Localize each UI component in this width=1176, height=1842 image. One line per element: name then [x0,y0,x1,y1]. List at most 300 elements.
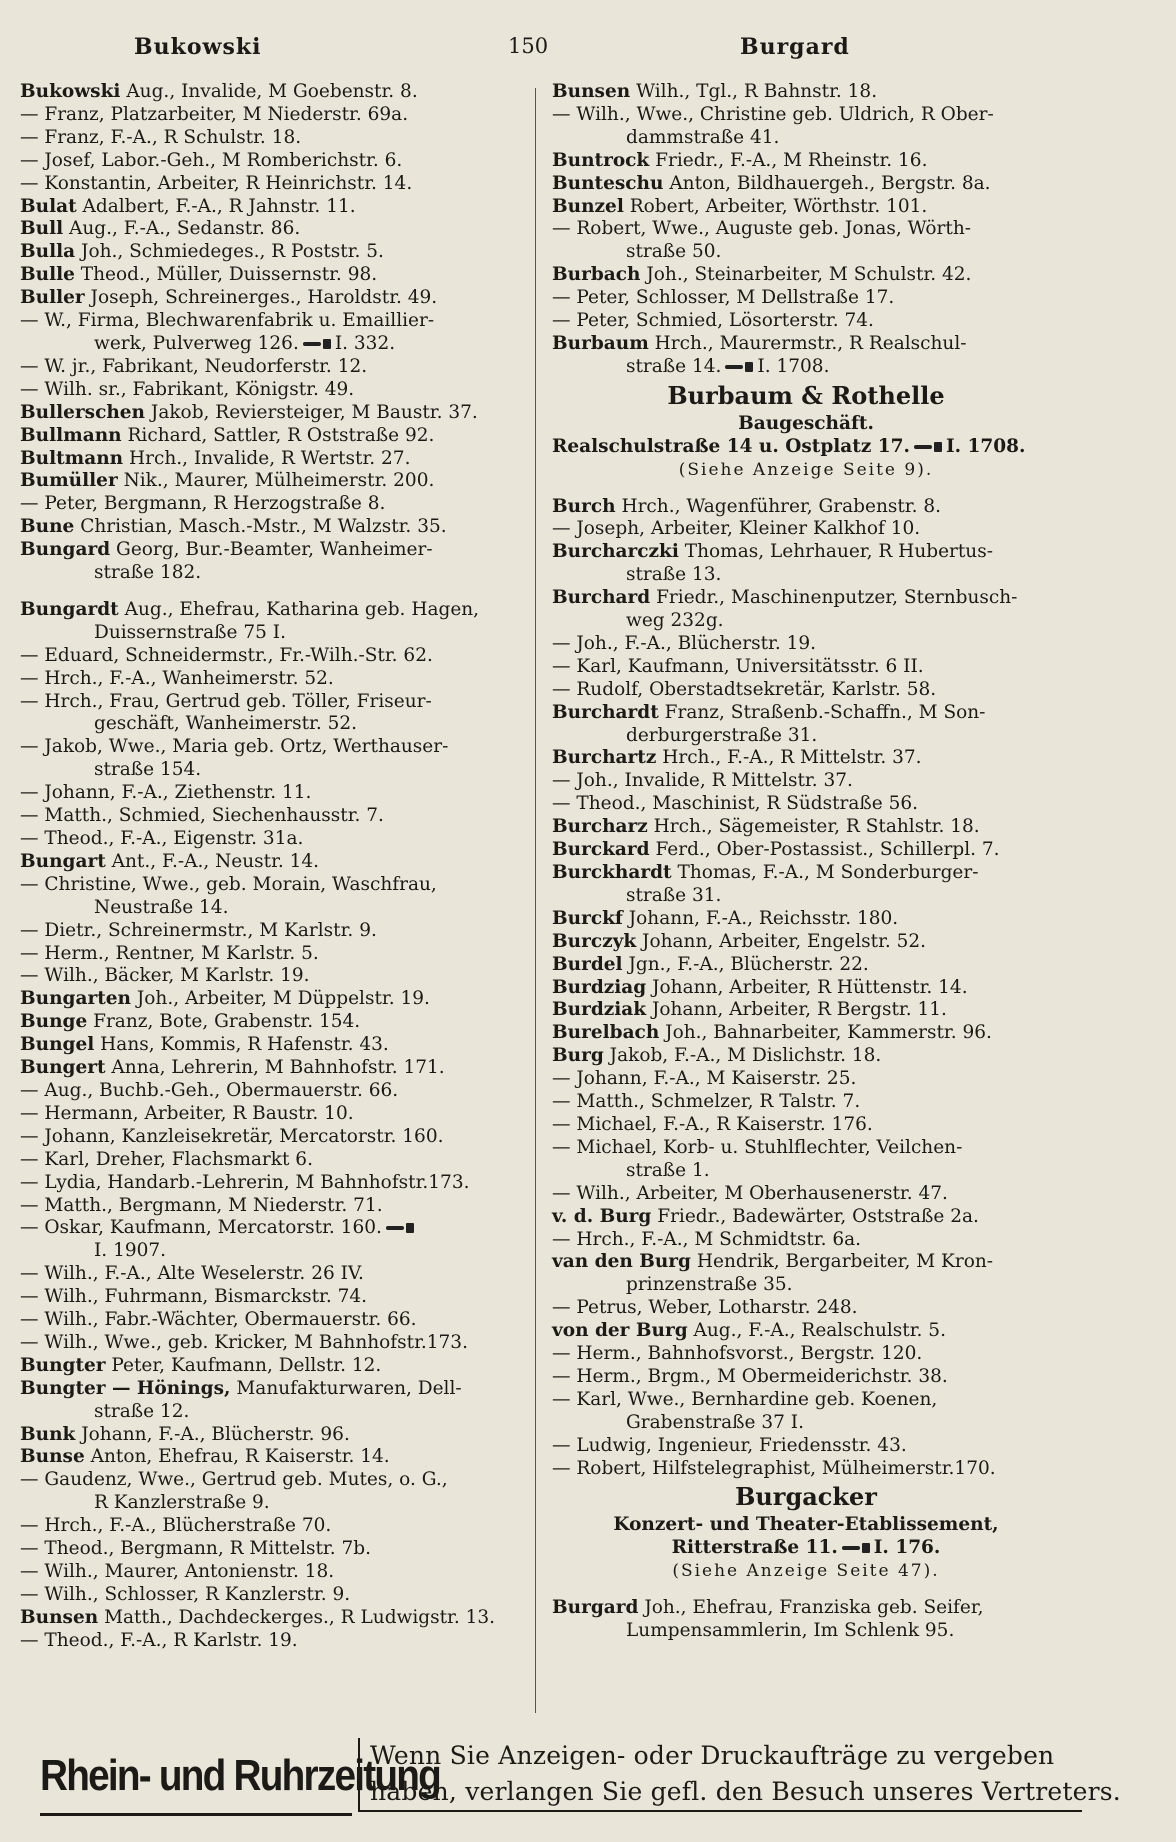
entry-text: Aug., Ehefrau, Katharina geb. Hagen, [118,598,480,620]
entry-text: — Michael, F.-A., R Kaiserstr. 176. [552,1113,873,1135]
entry-text: — Rudolf, Oberstadtsekretär, Karlstr. 58. [552,678,937,700]
entry-text: straße 13. [626,564,722,586]
directory-entry [552,770,1060,793]
directory-entry [20,1332,530,1355]
entry-surname: Bungert [20,1057,106,1079]
directory-entry [20,1584,530,1607]
directory-entry [552,518,1060,541]
entry-text: — Theod., F.-A., R Karlstr. 19. [20,1629,298,1651]
directory-entry [552,908,1060,931]
entry-surname: von der Burg [552,1320,688,1342]
directory-entry [20,736,530,759]
entry-text: Nik., Maurer, Mülheimerstr. 200. [117,470,435,492]
entry-text: Hrch., Sägemeister, R Stahlstr. 18. [647,816,980,838]
directory-entry [552,1091,1060,1114]
directory-entry [20,668,530,691]
entry-text: — Matth., Schmelzer, R Talstr. 7. [552,1091,861,1113]
entry-surname: Bunsen [552,81,631,102]
directory-entry [552,1229,1060,1252]
entry-text: Realschulstraße 14 u. Ostplatz 17. [552,435,910,457]
directory-entry [20,196,530,219]
entry-text: — Karl, Wwe., Bernhardine geb. Koenen, [552,1388,938,1410]
entry-surname: Burchard [552,587,651,609]
entry-surname: Burcharczki [552,541,679,563]
entry-text: — Hrch., F.-A., M Schmidtstr. 6a. [552,1228,862,1250]
entry-text: — Wilh., Wwe., Christine geb. Uldrich, R Ober- [552,103,994,125]
entry-text: Aug., F.-A., Realschulstr. 5. [687,1320,946,1342]
directory-entry [20,402,530,425]
entry-text: Adalbert, F.-A., R Jahnstr. 11. [76,195,356,217]
entry-surname: Bungarten [20,988,131,1010]
entry-surname: Bukowski [20,81,121,102]
directory-entry [552,564,1060,587]
entry-text: — Wilh., Maurer, Antonienstr. 18. [20,1561,335,1582]
entry-text: — Hrch., Frau, Gertrud geb. Töller, Friseur- [20,690,432,712]
directory-entry [20,425,530,448]
directory-entry [20,264,530,287]
entry-text: derburgerstraße 31. [626,724,818,746]
entry-text: Matth., Dachdeckerges., R Ludwigstr. 13. [98,1606,496,1628]
entry-text: — W., Firma, Blechwarenfabrik u. Emaillier- [20,310,435,332]
entry-surname: Bungter — Hönings, [20,1377,231,1399]
entry-surname: Burbaum [552,332,649,354]
directory-entry [552,1412,1060,1435]
entry-text: — Wilh. sr., Fabrikant, Königstr. 49. [20,378,355,400]
entry-text: — Gaudenz, Wwe., Gertrud geb. Mutes, o. G., [20,1469,448,1491]
directory-entry [552,1068,1060,1091]
entry-text: Hrch., F.-A., R Mittelstr. 37. [656,747,922,769]
directory-entry [20,287,530,310]
directory-entry [552,747,1060,770]
entry-text: — Herm., Rentner, M Karlstr. 5. [20,942,319,964]
directory-entry [552,1514,1060,1537]
directory-entry [20,448,530,471]
directory-entry [20,333,530,356]
entry-surname: Burch [552,495,616,517]
directory-entry [552,679,1060,702]
entry-text: Peter, Kaufmann, Dellstr. 12. [105,1354,382,1376]
directory-entry [552,702,1060,725]
phone-number: I. 332. [334,332,396,354]
entry-surname: Burg [552,1045,604,1067]
telephone-icon [303,339,331,349]
entry-text: — Hermann, Arbeiter, R Baustr. 10. [20,1102,354,1124]
entry-text: I. 1907. [94,1240,167,1262]
directory-entry [20,1263,530,1286]
directory-entry [20,1515,530,1538]
directory-entry [20,562,530,585]
directory-entry [552,725,1060,748]
entry-text: Burgacker [735,1482,877,1512]
directory-entry [20,988,530,1011]
entry-text: R Kanzlerstraße 9. [94,1492,270,1514]
directory-entry [552,1297,1060,1320]
entry-text: Lumpensammlerin, Im Schlenk 95. [626,1620,955,1642]
entry-text: — Franz, Platzarbeiter, M Niederstr. 69a. [20,103,409,125]
entry-text: — Franz, F.-A., R Schulstr. 18. [20,126,302,148]
telephone-icon [914,442,942,452]
directory-entry [20,1286,530,1309]
entry-surname: Bungter [20,1354,106,1376]
directory-entry [20,1630,530,1653]
directory-entry [20,1538,530,1561]
entry-text: Ferd., Ober-Postassist., Schillerpl. 7. [649,839,1000,861]
entry-text: — Wilh., Wwe., geb. Kricker, M Bahnhofstr.173. [20,1331,468,1353]
entry-surname: Bunk [20,1423,76,1445]
ad-line-2: haben, verlangen Sie gefl. den Besuch unseres Vertreters. [370,1777,1121,1806]
directory-entry [20,713,530,736]
entry-surname: Burckard [552,839,650,861]
entry-text: — Hrch., F.-A., Wanheimerstr. 52. [20,667,334,689]
directory-entry [552,1620,1060,1643]
entry-text: straße 1. [626,1159,710,1181]
entry-text: Wilh., Tgl., R Bahnstr. 18. [630,81,878,102]
directory-entry [20,310,530,333]
entry-text: Joseph, Schreinerges., Haroldstr. 49. [84,287,438,309]
entry-text: Ant., F.-A., Neustr. 14. [105,850,320,872]
entry-surname: Bungard [20,539,111,561]
entry-surname: Burdel [552,953,623,975]
directory-entry [20,493,530,516]
directory-entry [552,413,1060,436]
directory-entry [20,539,530,562]
entry-text: (Siehe Anzeige Seite 9). [678,459,934,480]
entry-surname: Burczyk [552,930,637,952]
entry-text: Johann, Arbeiter, Engelstr. 52. [636,930,927,952]
directory-entry [552,1366,1060,1389]
directory-entry [20,356,530,379]
entry-text: Jakob, Reviersteiger, M Baustr. 37. [145,401,478,423]
entry-text: — Lydia, Handarb.-Lehrerin, M Bahnhofstr.173. [20,1171,470,1193]
entry-surname: Burdziag [552,976,647,998]
directory-entry [20,645,530,668]
directory-entry [20,851,530,874]
directory-entry [552,356,1060,379]
entry-text: — Aug., Buchb.-Geh., Obermauerstr. 66. [20,1079,399,1101]
telephone-icon [725,362,753,372]
directory-entry [20,920,530,943]
entry-text: — Theod., Maschinist, R Südstraße 56. [552,793,919,815]
directory-entry [20,1355,530,1378]
phone-number: I. 176. [873,1537,941,1559]
entry-text: Johann, F.-A., Reichsstr. 180. [622,907,899,929]
directory-entry [20,1446,530,1469]
left-column [20,81,530,1653]
directory-entry [20,1011,530,1034]
entry-text: — Wilh., Arbeiter, M Oberhausenerstr. 47. [552,1182,948,1204]
directory-entry [552,885,1060,908]
entry-text: — Johann, F.-A., Ziethenstr. 11. [20,782,312,804]
header-right-keyword: Burgard [740,34,850,60]
entry-surname: Bull [20,218,64,240]
directory-entry [552,1114,1060,1137]
entry-text: — Peter, Schmied, Lösorterstr. 74. [552,310,874,332]
directory-entry [20,805,530,828]
entry-text: Hrch., Wagenführer, Grabenstr. 8. [615,495,942,517]
entry-text: Neustraße 14. [94,896,229,918]
entry-text: Franz, Bote, Grabenstr. 154. [87,1011,361,1033]
entry-text: Duissernstraße 75 I. [94,621,286,643]
entry-text: — Dietr., Schreinermstr., M Karlstr. 9. [20,919,377,941]
entry-text: — Wilh., Fabr.-Wächter, Obermauerstr. 66. [20,1309,417,1331]
entry-text: werk, Pulverweg 126. [94,332,299,354]
directory-entry [552,633,1060,656]
directory-entry [20,1240,530,1263]
entry-surname: Bullmann [20,424,122,446]
directory-entry [20,622,530,645]
directory-entry [20,1469,530,1492]
entry-text: dammstraße 41. [626,126,780,148]
directory-entry [20,691,530,714]
directory-entry [552,1480,1060,1514]
directory-entry [552,1206,1060,1229]
directory-entry [552,104,1060,127]
directory-entry [552,173,1060,196]
directory-entry [20,1103,530,1126]
entry-text: Jgn., F.-A., Blücherstr. 22. [622,953,869,975]
entry-text: Robert, Arbeiter, Wörthstr. 101. [623,195,928,217]
column-divider [535,88,536,1713]
directory-entry [552,1343,1060,1366]
entry-surname: Bungel [20,1034,95,1056]
entry-surname: van den Burg [552,1251,691,1273]
directory-entry [552,81,1060,104]
directory-entry [552,310,1060,333]
entry-text: Richard, Sattler, R Oststraße 92. [121,424,435,446]
entry-text: — Christine, Wwe., geb. Morain, Waschfrau, [20,873,437,895]
entry-text: Franz, Straßenb.-Schaffn., M Son- [658,701,986,723]
directory-entry [552,333,1060,356]
entry-text: Johann, Arbeiter, R Hüttenstr. 14. [646,976,968,998]
entry-text: straße 154. [94,759,202,781]
directory-entry [20,599,530,622]
entry-surname: Bumüller [20,470,118,492]
directory-entry [20,470,530,493]
entry-text: — Wilh., F.-A., Alte Weselerstr. 26 IV. [20,1263,364,1285]
entry-surname: Bulat [20,195,77,217]
page-header [0,34,1176,68]
entry-surname: Burchartz [552,747,657,769]
directory-entry [20,782,530,805]
entry-text: Hans, Kommis, R Hafenstr. 43. [94,1034,389,1056]
entry-text: Joh., Ehefrau, Franziska geb. Seifer, [638,1597,984,1619]
directory-entry [552,1320,1060,1343]
directory-entry [552,1537,1060,1560]
directory-entry [552,150,1060,173]
entry-text: Joh., Steinarbeiter, M Schulstr. 42. [640,264,972,286]
directory-entry [20,1561,530,1584]
directory-entry [552,1274,1060,1297]
entry-text: geschäft, Wanheimerstr. 52. [94,713,358,735]
directory-entry [20,1149,530,1172]
directory-entry [20,1607,530,1630]
directory-entry [552,656,1060,679]
entry-text: — W. jr., Fabrikant, Neudorferstr. 12. [20,355,368,377]
entry-text: straße 31. [626,884,722,906]
directory-entry [20,81,530,104]
entry-text: — Peter, Bergmann, R Herzogstraße 8. [20,493,386,515]
entry-text: — Konstantin, Arbeiter, R Heinrichstr. 14. [20,172,413,194]
directory-entry [552,1435,1060,1458]
directory-entry [552,999,1060,1022]
directory-entry [552,977,1060,1000]
directory-entry [20,1378,530,1401]
entry-text: Ritterstraße 11. [671,1537,838,1559]
entry-text: Anton, Bildhauergeh., Bergstr. 8a. [663,172,991,194]
entry-surname: Burdziak [552,999,647,1021]
directory-entry [552,241,1060,264]
directory-entry [552,379,1060,413]
directory-entry [552,1251,1060,1274]
header-left-keyword: Bukowski [134,34,262,60]
entry-text: — Eduard, Schneidermstr., Fr.-Wilh.-Str. 62. [20,644,433,666]
entry-text: (Siehe Anzeige Seite 47). [672,1561,940,1582]
directory-entry [552,610,1060,633]
phone-number: I. 1708. [757,355,830,377]
directory-entry [20,241,530,264]
entry-surname: Buntrock [552,149,650,171]
directory-entry [20,1034,530,1057]
directory-entry [552,1597,1060,1620]
entry-surname: Bullerschen [20,401,146,423]
directory-entry [20,965,530,988]
entry-text: Aug., F.-A., Sedanstr. 86. [63,218,301,240]
entry-surname: Bunsen [20,1606,99,1628]
entry-surname: Burelbach [552,1022,660,1044]
entry-text: — Herm., Brgm., M Obermeiderichstr. 38. [552,1365,948,1387]
directory-entry [552,287,1060,310]
entry-text: — Theod., Bergmann, R Mittelstr. 7b. [20,1538,371,1560]
entry-text: Joh., Arbeiter, M Düppelstr. 19. [130,988,430,1010]
entry-text: Hrch., Maurermstr., R Realschul- [648,332,967,354]
entry-text: — Wilh., Fuhrmann, Bismarckstr. 74. [20,1286,368,1308]
entry-text: weg 232g. [626,610,724,632]
entry-text: straße 12. [94,1400,190,1422]
entry-text: Theod., Müller, Duissernstr. 98. [74,264,378,286]
entry-text: — Karl, Dreher, Flachsmarkt 6. [20,1148,313,1170]
entry-text: Thomas, Lehrhauer, R Hubertus- [678,541,993,563]
directory-entry [20,1195,530,1218]
right-column [552,81,1060,1643]
entry-text: — Petrus, Weber, Lotharstr. 248. [552,1297,858,1319]
directory-entry [20,1057,530,1080]
directory-entry [552,862,1060,885]
entry-text: Thomas, F.-A., M Sonderburger- [671,862,979,883]
directory-entry [552,196,1060,219]
directory-entry [552,1183,1060,1206]
entry-surname: Burchardt [552,701,659,723]
entry-text: — Karl, Kaufmann, Universitätsstr. 6 II. [552,655,924,677]
directory-entry [552,587,1060,610]
entry-text: — Ludwig, Ingenieur, Friedensstr. 43. [552,1434,907,1456]
entry-surname: Burckhardt [552,862,672,883]
telephone-icon [386,1223,414,1233]
entry-text: Konzert- und Theater-Etablissement, [613,1514,999,1536]
entry-text: Anna, Lehrerin, M Bahnhofstr. 171. [105,1057,445,1079]
entry-text: Anton, Ehefrau, R Kaiserstr. 14. [84,1446,390,1468]
entry-surname: v. d. Burg [552,1205,652,1227]
directory-entry [20,874,530,897]
directory-entry [552,127,1060,150]
entry-surname: Bulla [20,241,76,263]
entry-surname: Burcharz [552,816,648,838]
footer-advertisement [40,1738,1121,1816]
ad-line-1: Wenn Sie Anzeigen- oder Druckaufträge zu vergeben [370,1741,1055,1770]
entry-surname: Buller [20,287,85,309]
directory-entry [552,1389,1060,1412]
directory-entry [552,1458,1060,1481]
entry-text: — Joh., Invalide, R Mittelstr. 37. [552,770,853,792]
entry-text: — Matth., Bergmann, M Niederstr. 71. [20,1194,383,1216]
entry-surname: Burgard [552,1597,639,1619]
entry-text: — Wilh., Schlosser, R Kanzlerstr. 9. [20,1583,351,1605]
directory-entry [20,1217,530,1240]
entry-text: Joh., Bahnarbeiter, Kammerstr. 96. [659,1022,992,1044]
entry-text: Johann, F.-A., Blücherstr. 96. [75,1423,350,1445]
directory-entry [20,104,530,127]
entry-text: — Peter, Schlosser, M Dellstraße 17. [552,287,895,309]
entry-text: — Robert, Hilfstelegraphist, Mülheimerstr.170. [552,1457,996,1479]
directory-entry [552,839,1060,862]
directory-entry [552,264,1060,287]
entry-text: — Joseph, Arbeiter, Kleiner Kalkhof 10. [552,518,921,540]
entry-text: Baugeschäft. [738,412,874,434]
directory-entry [20,897,530,920]
directory-entry [552,1022,1060,1045]
entry-text: — Theod., F.-A., Eigenstr. 31a. [20,828,304,849]
entry-text: prinzenstraße 35. [626,1274,793,1296]
entry-text: straße 50. [626,241,722,263]
entry-text: straße 182. [94,562,202,584]
directory-entry [20,1172,530,1195]
directory-entry [20,1309,530,1332]
directory-entry [552,1137,1060,1160]
entry-text: Hendrik, Bergarbeiter, M Kron- [691,1251,994,1273]
directory-entry [552,436,1060,459]
entry-surname: Bunteschu [552,172,664,194]
directory-entry [20,379,530,402]
directory-entry [20,516,530,539]
entry-text: Manufakturwaren, Dell- [230,1377,462,1399]
entry-text: — Herm., Bahnhofsvorst., Bergstr. 120. [552,1343,923,1365]
directory-entry [20,943,530,966]
directory-entry [552,954,1060,977]
entry-text: Grabenstraße 37 I. [626,1411,804,1433]
entry-text: Friedr., Badewärter, Oststraße 2a. [651,1205,979,1227]
entry-surname: Bungardt [20,598,119,620]
entry-text: Christian, Masch.-Mstr., M Walzstr. 35. [74,516,447,538]
entry-text: Jakob, F.-A., M Dislichstr. 18. [603,1045,882,1067]
entry-text: — Josef, Labor.-Geh., M Romberichstr. 6. [20,149,403,171]
directory-entry [20,1424,530,1447]
phone-number: I. 1708. [945,435,1026,457]
directory-entry [552,496,1060,519]
directory-entry [552,1560,1060,1583]
entry-text: straße 14. [626,355,722,377]
entry-text: — Michael, Korb- u. Stuhlflechter, Veilchen- [552,1136,963,1158]
directory-entry [552,1160,1060,1183]
entry-text: Friedr., Maschinenputzer, Sternbusch- [650,587,1018,609]
directory-entry [552,931,1060,954]
directory-entry [552,459,1060,482]
directory-entry [20,150,530,173]
entry-text: — Joh., F.-A., Blücherstr. 19. [552,632,816,654]
entry-text: — Wilh., Bäcker, M Karlstr. 19. [20,965,310,987]
entry-text: — Jakob, Wwe., Maria geb. Ortz, Werthauser- [20,736,449,758]
entry-surname: Burbach [552,264,641,286]
entry-text: Johann, Arbeiter, R Bergstr. 11. [646,999,947,1021]
directory-entry [20,1492,530,1515]
